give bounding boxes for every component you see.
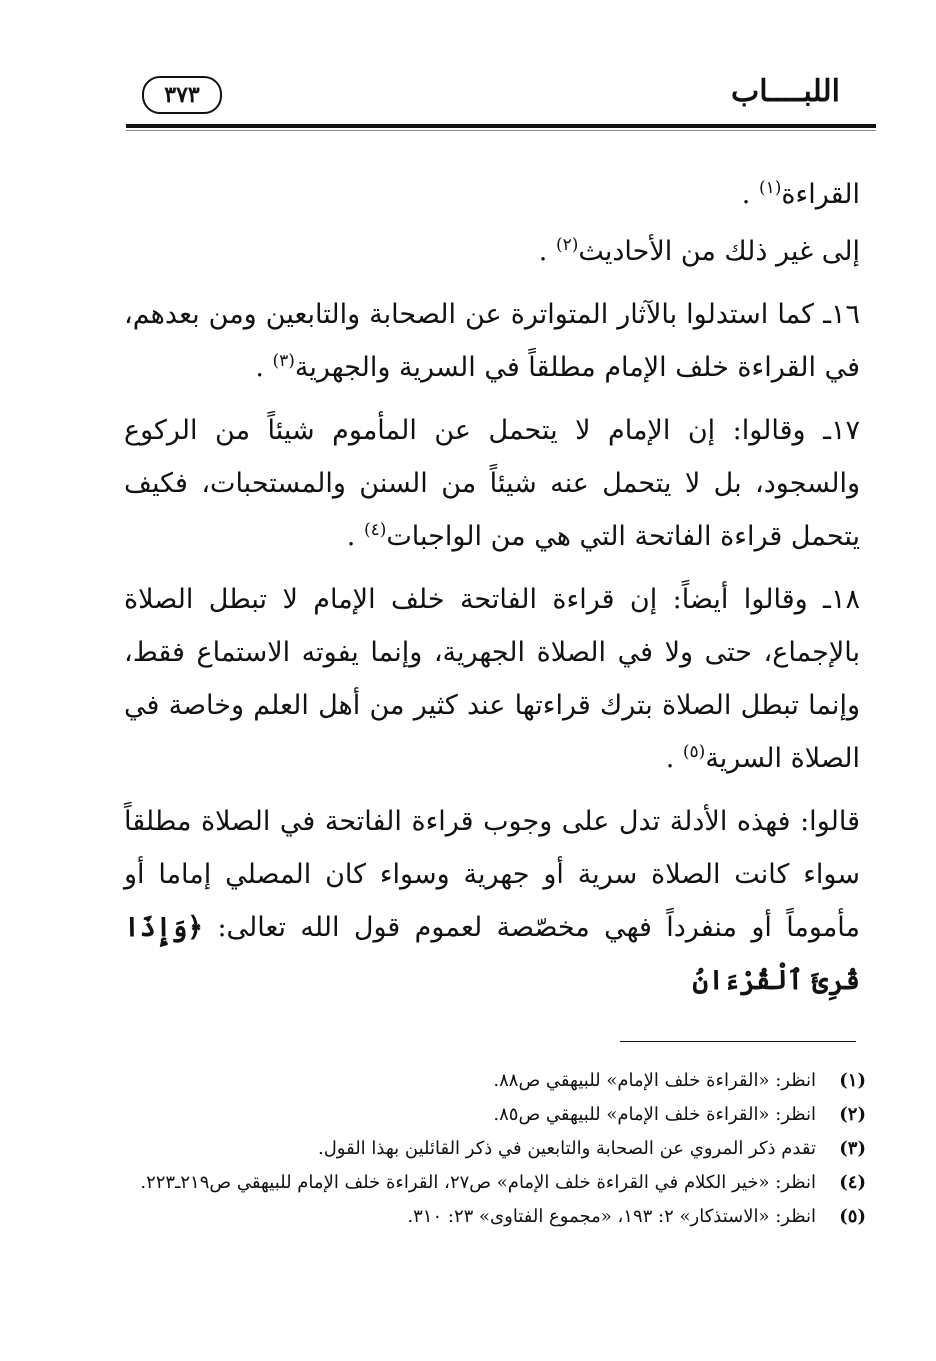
footnote-text: تقدم ذكر المروي عن الصحابة والتابعين في ذكر القائلين بهذا القول.	[317, 1138, 816, 1159]
paragraph-text: ١٧ـ وقالوا: إن الإمام لا يتحمل عن المأموم شيئاً من الركوع والسجود، بل لا يتحمل عنه شيئاً من السنن والمستحبات، فكيف يتحمل قراءة الفاتحة التي هي من الواجبات	[124, 415, 860, 552]
footnote-number: (١)	[839, 1070, 866, 1091]
footnote-number: (٣)	[839, 1138, 866, 1159]
paragraph-5	[124, 573, 860, 785]
paragraph-end: .	[665, 743, 683, 774]
paragraph-text: قالوا: فهذه الأدلة تدل على وجوب قراءة الفاتحة في الصلاة مطلقاً سواء كانت الصلاة سرية أو جهرية وسواء كان المصلي إماما أو مأموماً أو منفرداً فهي مخصّصة لعموم قول الله تعالى:	[124, 806, 860, 943]
footnote-text: انظر: «القراءة خلف الإمام» للبيهقي ص٨٨.	[493, 1070, 816, 1091]
paragraph-end: .	[538, 236, 556, 267]
footnote-number: (٤)	[839, 1172, 866, 1193]
footnote-separator	[620, 1041, 856, 1042]
footnote-2	[121, 1098, 866, 1132]
footnotes	[121, 1064, 866, 1234]
footnote-4	[121, 1166, 866, 1200]
footnote-3	[121, 1132, 866, 1166]
footnote-marker-3[interactable]: (٣)	[272, 351, 295, 371]
paragraph-text: إلى غير ذلك من الأحاديث	[578, 236, 860, 267]
footnote-marker-1[interactable]: (١)	[758, 178, 782, 198]
running-title: اللبــــاب	[731, 74, 840, 109]
footnote-marker-5[interactable]: (٥)	[682, 742, 706, 762]
footnote-number: (٢)	[839, 1104, 866, 1125]
paragraph-text: ١٨ـ وقالوا أيضاً: إن قراءة الفاتحة خلف الإمام لا تبطل الصلاة بالإجماع، حتى ولا في الصلاة الجهرية، وإنما يفوته الاستماع فقط، وإنما تبطل الصلاة بترك قراءتها عند كثير من أهل العلم وخاصة في الصلاة السرية	[124, 584, 860, 774]
footnote-text: انظر: «خير الكلام في القراءة خلف الإمام» ص٢٧، القراءة خلف الإمام للبيهقي ص٢١٩ـ٢٢٣.	[140, 1172, 816, 1193]
body-text	[124, 168, 860, 1017]
footnote-text: انظر: «الاستذكار» ٢: ١٩٣، «مجموع الفتاوى» ٢٣: ٣١٠.	[407, 1206, 816, 1227]
paragraph-4	[124, 404, 860, 563]
header-rule	[126, 124, 876, 128]
footnote-marker-2[interactable]: (٢)	[555, 235, 579, 255]
paragraph-text: ١٦ـ كما استدلوا بالآثار المتواترة عن الصحابة والتابعين ومن بعدهم، في القراءة خلف الإمام مطلقاً في السرية والجهرية	[124, 299, 860, 383]
header-rule-thin	[126, 130, 876, 131]
footnote-number: (٥)	[839, 1206, 866, 1227]
paragraph-2	[124, 225, 860, 278]
footnote-marker-4[interactable]: (٤)	[363, 520, 387, 540]
paragraph-6	[124, 795, 860, 1007]
paragraph-1	[124, 168, 860, 221]
footnote-5	[121, 1200, 866, 1234]
quran-quote: ﴿وَإِذَا قُرِئَ ٱلْقُرْءَانُ	[124, 912, 860, 996]
footnote-1	[121, 1064, 866, 1098]
page-number: ٣٧٣	[142, 76, 222, 114]
paragraph-text: القراءة	[781, 179, 860, 210]
paragraph-end: .	[741, 179, 759, 210]
paragraph-end: .	[346, 521, 364, 552]
paragraph-3	[124, 288, 860, 394]
paragraph-end: .	[255, 352, 273, 383]
footnote-text: انظر: «القراءة خلف الإمام» للبيهقي ص٨٥.	[493, 1104, 816, 1125]
